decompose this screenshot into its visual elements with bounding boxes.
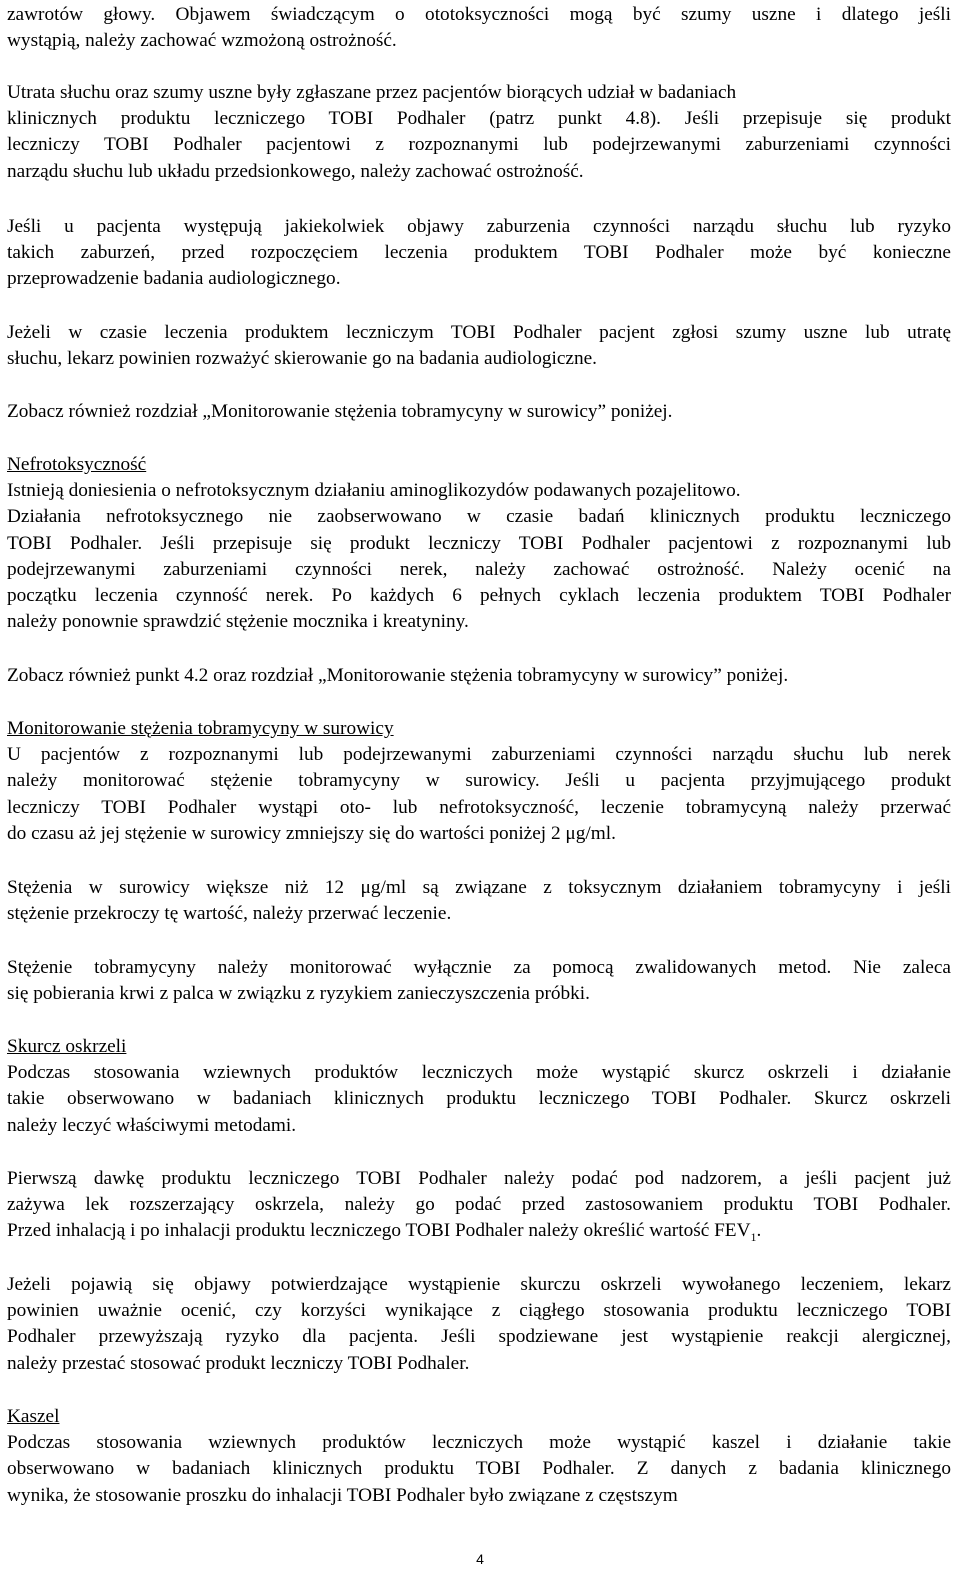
paragraph-serum-threshold <box>7 875 951 927</box>
text-line: Jeżeli w czasie leczenia produktem leczniczym TOBI Podhaler pacjent zgłosi szumy uszne lub utratę <box>7 322 951 343</box>
text-line: TOBI Podhaler. Jeśli przepisuje się produkt leczniczy TOBI Podhaler pacjentowi z rozpoznanymi lub <box>7 532 951 554</box>
paragraph-bronchospasm-assessment <box>7 1272 951 1377</box>
text-line: stężenie przekroczy tę wartość, należy przerwać leczenie. <box>7 903 452 925</box>
fev-text: Przed inhalacją i po inhalacji produktu leczniczego TOBI Podhaler należy określić wartość FEV <box>7 1220 751 1242</box>
text-line: narządu słuchu lub układu przedsionkowego, należy zachować ostrożność. <box>7 160 584 182</box>
text-line: należy przestać stosować produkt leczniczy TOBI Podhaler. <box>7 1352 470 1374</box>
paragraph-see-also-4-2 <box>7 663 951 689</box>
text-line: Istnieją doniesienia o nefrotoksycznym działaniu aminoglikozydów podawanych pozajelitowo. <box>7 480 741 502</box>
text-line: należy leczyć właściwymi metodami. <box>7 1114 297 1136</box>
text-line: Jeżeli pojawią się objawy potwierdzające wystąpienie skurczu oskrzeli wywołanego leczeniem, lekarz <box>7 1274 951 1295</box>
paragraph-validated-methods <box>7 955 951 1007</box>
text-line: Jeśli u pacjenta występują jakiekolwiek objawy zaburzenia czynności narządu słuchu lub ryzyko <box>7 216 951 237</box>
text-line: Utrata słuchu oraz szumy uszne były zgłaszane przez pacjentów biorących udział w badaniach <box>7 82 737 103</box>
text-line: początku leczenia czynność nerek. Po każdych 6 pełnych cyklach leczenia produktem TOBI Podhaler <box>7 585 951 607</box>
text-line: klinicznych produktu leczniczego TOBI Podhaler (patrz punkt 4.8). Jeśli przepisuje się produkt <box>7 108 951 130</box>
section-serum-monitoring <box>7 716 951 847</box>
text-line: Pierwszą dawkę produktu leczniczego TOBI Podhaler należy podać pod nadzorem, a jeśli pacjent już <box>7 1168 951 1189</box>
text-line: obserwowano w badaniach klinicznych produktu TOBI Podhaler. Z danych z badania klinicznego <box>7 1458 951 1480</box>
section-heading-bronchospasm: Skurcz oskrzeli <box>7 1036 127 1057</box>
text-line: Podczas stosowania wziewnych produktów leczniczych może wystąpić kaszel i działanie takie <box>7 1432 951 1454</box>
text-line: należy ponownie sprawdzić stężenie mocznika i kreatyniny. <box>7 611 469 633</box>
text-line: powinien uważnie ocenić, czy korzyści wynikające z ciągłego stosowania produktu leczniczego TOBI <box>7 1300 951 1322</box>
text-line: wystąpią, należy zachować wzmożoną ostrożność. <box>7 30 397 52</box>
section-cough <box>7 1404 951 1509</box>
text-line: należy monitorować stężenie tobramycyny w surowicy. Jeśli u pacjenta przyjmującego produkt <box>7 770 951 792</box>
text-line: leczniczy TOBI Podhaler wystąpi oto- lub nefrotoksyczność, leczenie tobramycyną należy przerwać <box>7 796 951 818</box>
fev-period: . <box>756 1220 762 1242</box>
paragraph-tinnitus-referral <box>7 320 951 372</box>
fev-subscript: 1 <box>750 1230 757 1245</box>
text-line: leczniczy TOBI Podhaler pacjentowi z rozpoznanymi lub podejrzewanymi zaburzeniami czynności <box>7 134 951 156</box>
text-line: Zobacz również punkt 4.2 oraz rozdział „Monitorowanie stężenia tobramycyny w surowicy” poniżej. <box>7 665 789 686</box>
text-line: takie obserwowano w badaniach klinicznych produktu leczniczego TOBI Podhaler. Skurcz oskrzeli <box>7 1088 951 1110</box>
paragraph-ototoxicity-end <box>7 2 951 54</box>
section-nephrotoxicity <box>7 452 951 635</box>
text-line: zażywa lek rozszerzający oskrzela, należy go podać przed zastosowaniem produktu TOBI Podhaler. <box>7 1194 951 1216</box>
section-bronchospasm <box>7 1034 951 1139</box>
text-line: Zobacz również rozdział „Monitorowanie stężenia tobramycyny w surowicy” poniżej. <box>7 401 673 422</box>
paragraph-first-dose <box>7 1166 951 1245</box>
text-line: Stężenia w surowicy większe niż 12 μg/ml są związane z toksycznym działaniem tobramycyny i jeśli <box>7 877 951 898</box>
text-line: przeprowadzenie badania audiologicznego. <box>7 268 341 290</box>
paragraph-hearing-loss <box>7 80 951 185</box>
text-line: słuchu, lekarz powinien rozważyć skierowanie go na badania audiologiczne. <box>7 348 597 370</box>
text-line-fev1 <box>7 1218 951 1244</box>
text-line: Stężenie tobramycyny należy monitorować wyłącznie za pomocą zwalidowanych metod. Nie zaleca <box>7 957 951 978</box>
text-line: zawrotów głowy. Objawem świadczącym o ototoksyczności mogą być szumy uszne i dlatego jeśli <box>7 4 951 25</box>
text-line: takich zaburzeń, przed rozpoczęciem leczenia produktem TOBI Podhaler może być konieczne <box>7 242 951 264</box>
section-heading-cough: Kaszel <box>7 1406 60 1427</box>
text-line: do czasu aż jej stężenie w surowicy zmniejszy się do wartości poniżej 2 μg/ml. <box>7 822 616 844</box>
section-heading-nephrotoxicity: Nefrotoksyczność <box>7 454 147 475</box>
text-line: wynika, że stosowanie proszku do inhalacji TOBI Podhaler było związane z częstszym <box>7 1484 678 1506</box>
text-line: U pacjentów z rozpoznanymi lub podejrzewanymi zaburzeniami czynności narządu słuchu lub nerek <box>7 744 951 766</box>
section-heading-serum-monitoring: Monitorowanie stężenia tobramycyny w surowicy <box>7 718 394 739</box>
text-line: się pobierania krwi z palca w związku z ryzykiem zanieczyszczenia próbki. <box>7 983 590 1005</box>
paragraph-see-also-monitoring <box>7 399 951 425</box>
text-line: Podczas stosowania wziewnych produktów leczniczych może wystąpić skurcz oskrzeli i działanie <box>7 1062 951 1084</box>
page-number: 4 <box>476 1551 484 1567</box>
text-line: podejrzewanymi zaburzeniami czynności nerek, należy zachować ostrożność. Należy ocenić na <box>7 558 951 580</box>
text-line: Działania nefrotoksycznego nie zaobserwowano w czasie badań klinicznych produktu leczniczego <box>7 506 951 528</box>
text-line: Podhaler przewyższają ryzyko dla pacjenta. Jeśli spodziewane jest wystąpienie reakcji alergicznej, <box>7 1326 951 1348</box>
paragraph-audiology-exam <box>7 214 951 293</box>
